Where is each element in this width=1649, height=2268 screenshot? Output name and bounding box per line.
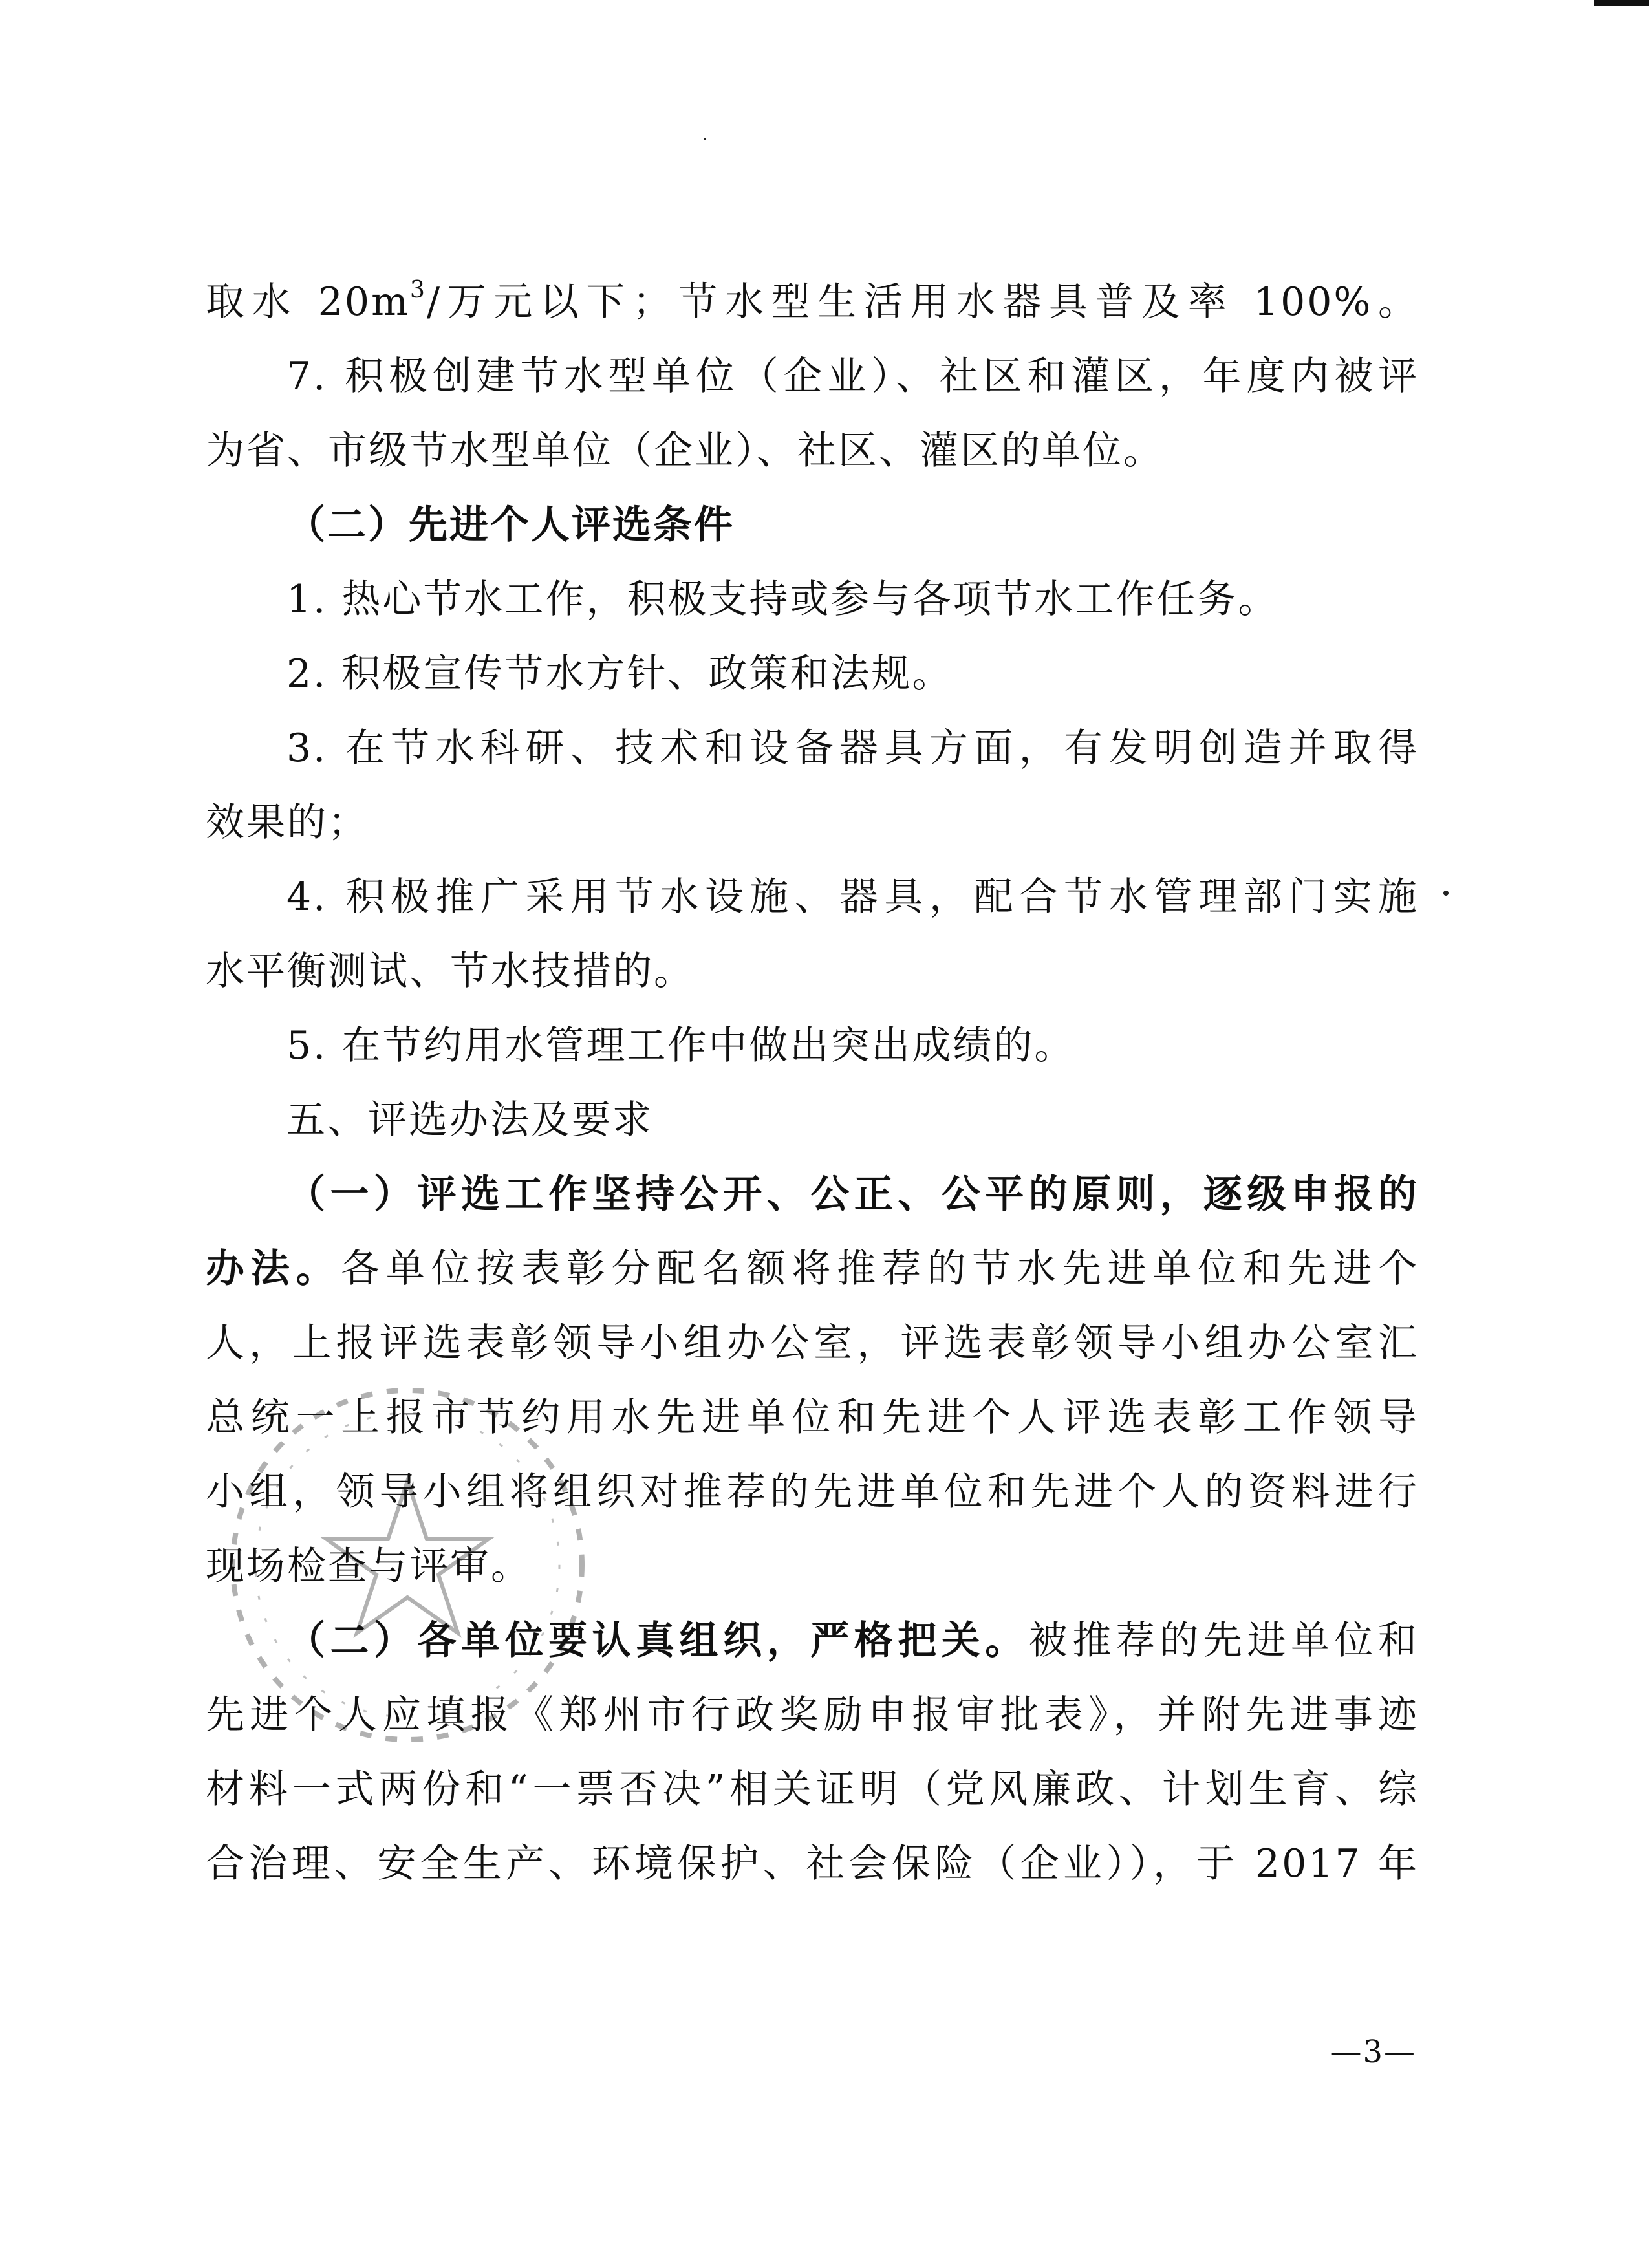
line-text: 1. 热心节水工作，积极支持或参与各项节水工作任务。	[286, 577, 1279, 622]
section-heading	[206, 1083, 1419, 1158]
line-text: 人，上报评选表彰领导小组办公室，评选表彰领导小组办公室汇	[206, 1321, 1419, 1366]
line-text: 7. 积极创建节水型单位（企业）、社区和灌区，年度内被评	[286, 354, 1419, 399]
line-text: 3. 在节水科研、技术和设备器具方面，有发明创造并取得	[286, 726, 1419, 771]
line-text: 4. 积极推广采用节水设施、器具，配合节水管理部门实施	[286, 874, 1419, 920]
line-text: 现场检查与评审。	[206, 1544, 532, 1589]
paragraph-line	[206, 340, 1419, 414]
paragraph-line	[206, 934, 1419, 1009]
paragraph-line	[206, 860, 1419, 934]
bold-text: 办法。	[206, 1246, 341, 1291]
paragraph-line	[206, 1604, 1419, 1678]
superscript: 3	[410, 277, 427, 303]
document-body	[206, 265, 1419, 1901]
paragraph-line	[206, 414, 1419, 488]
page-number: —3—	[1330, 2034, 1416, 2070]
paragraph-line	[206, 1232, 1419, 1306]
corner-scan-mark	[1594, 0, 1649, 6]
scan-speck	[1443, 891, 1449, 896]
line-text: 合治理、安全生产、环境保护、社会保险（企业）），于 2017 年	[206, 1841, 1419, 1886]
scan-speck	[704, 138, 706, 140]
line-text: （一）评选工作坚持公开、公正、公平的原则，逐级申报的	[286, 1172, 1419, 1217]
paragraph-line	[206, 1009, 1419, 1083]
line-text: /万元以下；节水型生活用水器具普及率 100%。	[426, 279, 1419, 325]
line-text: 效果的；	[206, 800, 369, 845]
heading-text: （二）先进个人评选条件	[286, 502, 735, 548]
line-text: 水平衡测试、节水技措的。	[206, 949, 695, 994]
paragraph-line	[206, 1455, 1419, 1529]
line-text: 先进个人应填报《郑州市行政奖励申报审批表》，并附先进事迹	[206, 1692, 1419, 1738]
line-text: 总统一上报市节约用水先进单位和先进个人评选表彰工作领导	[206, 1395, 1419, 1440]
paragraph-line	[206, 1306, 1419, 1381]
paragraph-line	[206, 1753, 1419, 1827]
heading-text: 五、评选办法及要求	[286, 1097, 653, 1143]
paragraph-line	[206, 1678, 1419, 1753]
bold-text: （二）各单位要认真组织，严格把关。	[286, 1618, 1029, 1663]
paragraph-line	[206, 1381, 1419, 1455]
paragraph-line	[206, 1529, 1419, 1604]
line-text: 各单位按表彰分配名额将推荐的节水先进单位和先进个	[341, 1246, 1419, 1291]
paragraph-line	[206, 265, 1419, 340]
paragraph-line	[206, 786, 1419, 860]
line-text: 材料一式两份和“一票否决”相关证明（党风廉政、计划生育、综	[206, 1767, 1419, 1812]
paragraph-line	[206, 1827, 1419, 1901]
line-text: 2. 积极宣传节水方针、政策和法规。	[286, 651, 953, 697]
line-text: 取水 20m	[206, 279, 411, 325]
line-text: 为省、市级节水型单位（企业）、社区、灌区的单位。	[206, 428, 1164, 473]
paragraph-line	[206, 563, 1419, 637]
paragraph-line	[206, 1158, 1419, 1232]
line-text: 小组，领导小组将组织对推荐的先进单位和先进个人的资料进行	[206, 1469, 1419, 1515]
paragraph-line	[206, 711, 1419, 786]
paragraph-line	[206, 637, 1419, 711]
line-text: 5. 在节约用水管理工作中做出突出成绩的。	[286, 1023, 1075, 1068]
section-heading	[206, 488, 1419, 563]
line-text: 被推荐的先进单位和	[1028, 1618, 1419, 1663]
